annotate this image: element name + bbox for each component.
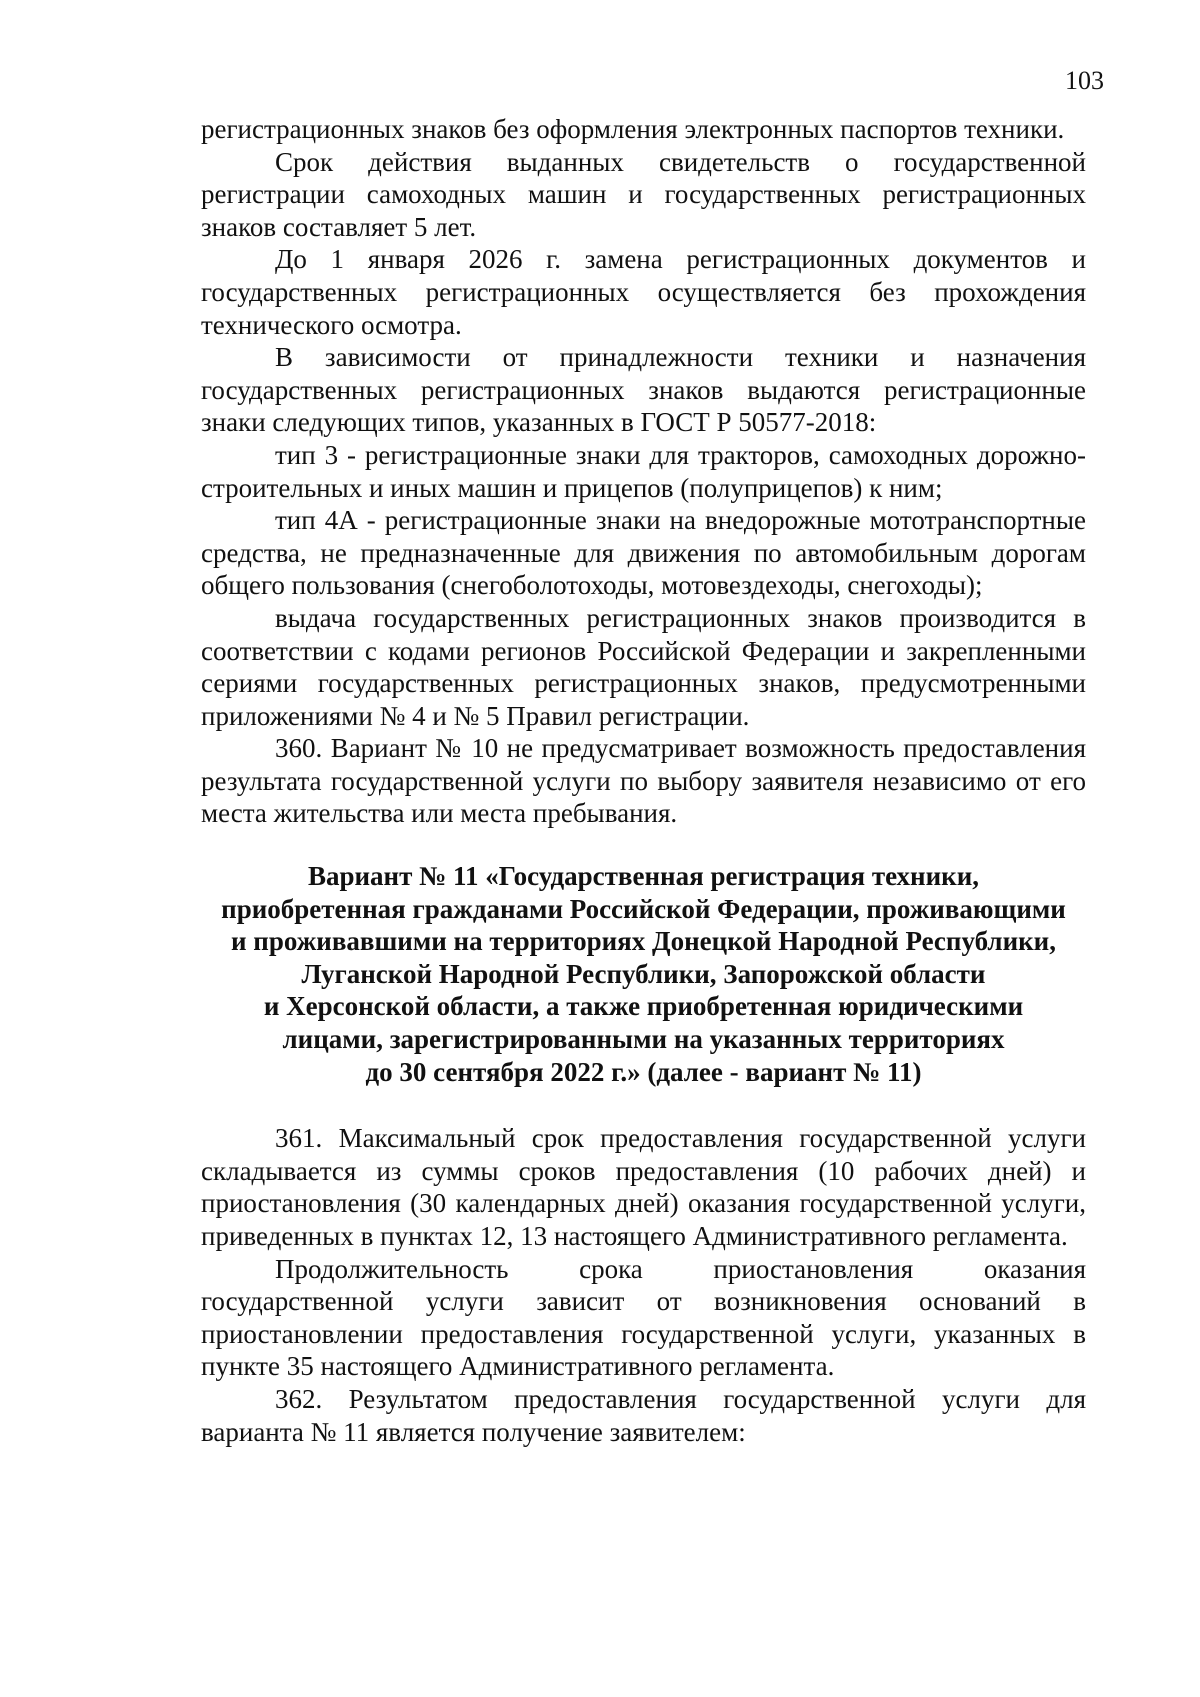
heading-line: и проживавшими на территориях Донецкой Народной Республики, [230,926,1056,957]
spacer [201,830,1086,860]
document-body [201,113,1086,1448]
heading-line: до 30 сентября 2022 г.» (далее - вариант № 11) [365,1056,922,1087]
paragraph-360: 360. Вариант № 10 не предусматривает возможность предоставления результата государственной услуги по выбору заявителя независимо от его места жительства или места пребывания. [201,733,1086,829]
paragraph-validity-term: Срок действия выданных свидетельств о государственной регистрации самоходных машин и государственных регистрационных знаков составляет 5 лет. [201,146,1086,242]
paragraph-plate-types-intro: В зависимости от принадлежности техники и назначения государственных регистрационных знаков выдаются регистрационные знаки следующих типов, указанных в ГОСТ Р 50577-2018: [201,342,1086,438]
spacer [201,1088,1086,1122]
heading-line: и Херсонской области, а также приобретенная юридическими [263,991,1024,1022]
paragraph-suspension-duration: Продолжительность срока приостановления оказания государственной услуги зависит от возникновения оснований в приостановлении предоставления государственной услуги, указанных в пункте 35 настоящего Административного регламента. [201,1253,1086,1382]
paragraph-replacement-until-2026: До 1 января 2026 г. замена регистрационных документов и государственных регистрационных осуществляется без прохождения технического осмотра. [201,244,1086,340]
paragraph-plate-issuance: выдача государственных регистрационных знаков производится в соответствии с кодами регионов Российской Федерации и закрепленными сериями государственных регистрационных знаков, предусмотренными приложениями № 4 и № 5 Правил регистрации. [201,602,1086,731]
paragraph-361: 361. Максимальный срок предоставления государственной услуги складывается из суммы сроков предоставления (10 рабочих дней) и приостановления (30 календарных дней) оказания государственной услуги, приведенных в пунктах 12, 13 настоящего Административного регламента. [201,1123,1086,1251]
paragraph-type-3: тип 3 - регистрационные знаки для тракторов, самоходных дорожно-строительных и иных машин и прицепов (полуприцепов) к ним; [201,439,1086,503]
paragraph-type-4a: тип 4А - регистрационные знаки на внедорожные мототранспортные средства, не предназначенные для движения по автомобильным дорогам общего пользования (снегоболотоходы, мотовездеходы, снегоходы); [201,505,1086,601]
heading-line: лицами, зарегистрированными на указанных территориях [282,1024,1005,1055]
paragraph-continuation: регистрационных знаков без оформления электронных паспортов техники. [201,114,1065,144]
section-heading-variant-11 [201,860,1086,1088]
heading-line: Вариант № 11 «Государственная регистрация техники, [307,861,980,892]
page-number: 103 [1065,66,1104,95]
heading-line: Луганской Народной Республики, Запорожской области [301,958,986,989]
heading-line: приобретенная гражданами Российской Федерации, проживающими [221,893,1066,924]
paragraph-362: 362. Результатом предоставления государственной услуги для варианта № 11 является получение заявителем: [201,1383,1086,1447]
